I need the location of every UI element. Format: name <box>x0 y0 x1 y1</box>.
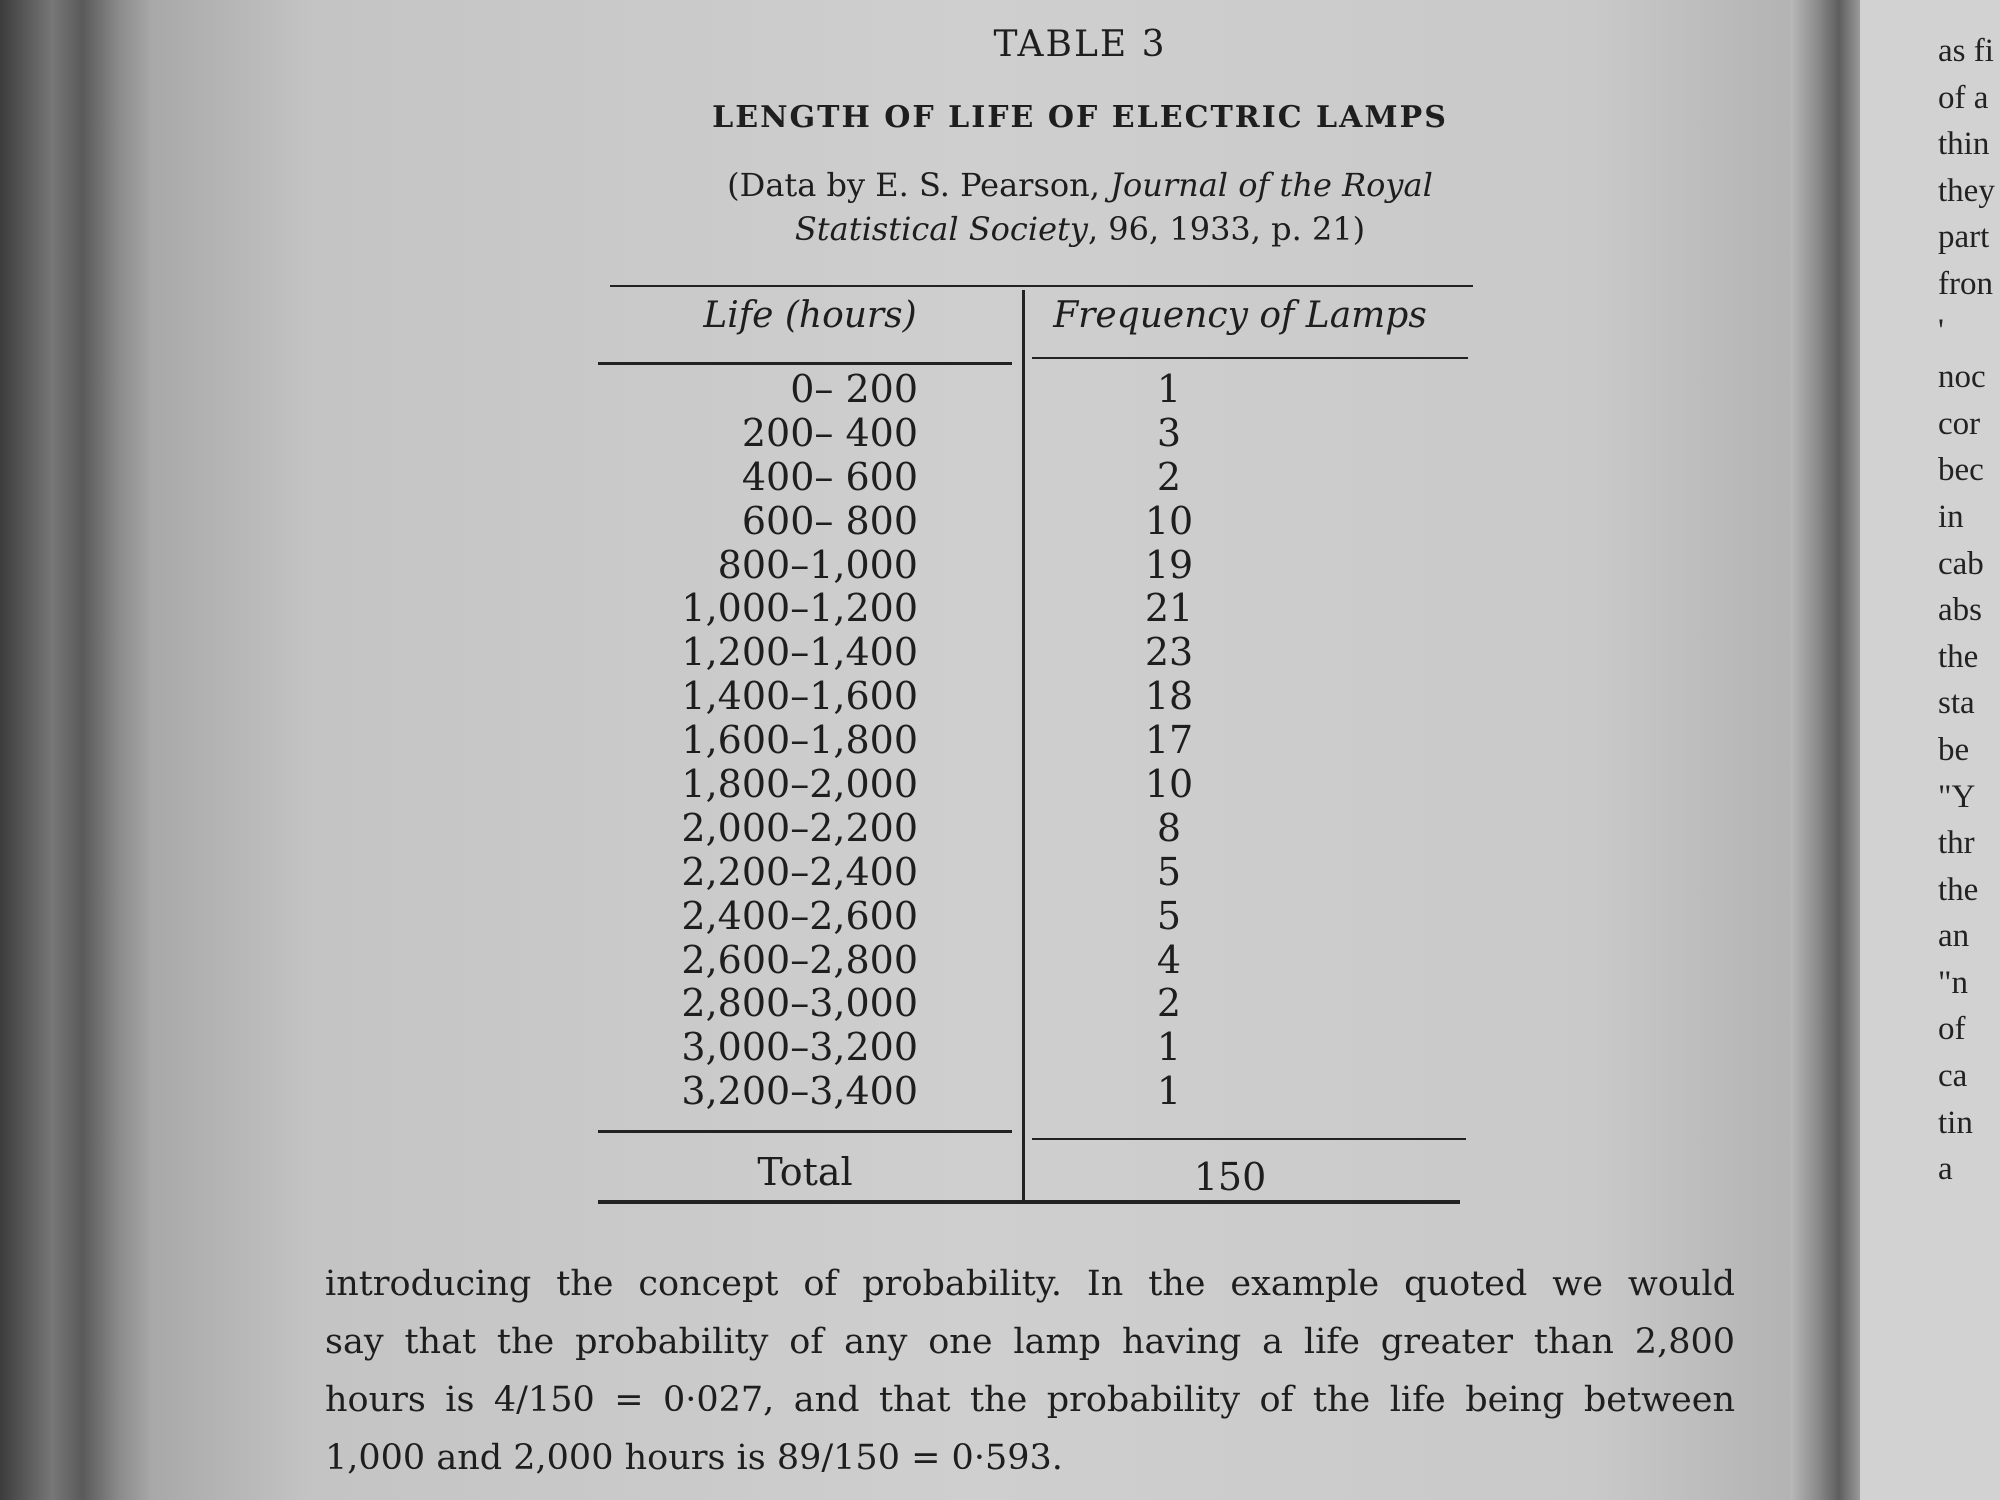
adjacent-page-line: ca <box>1938 1058 1968 1095</box>
source-journal-cont: Statistical Society <box>794 210 1088 248</box>
life-range-cell: 800–1,000 <box>717 542 918 587</box>
body-line: introducing the concept of probability. In the example quoted we would <box>325 1264 1735 1304</box>
life-range-cell: 200– 400 <box>741 410 918 455</box>
table-row <box>600 895 1330 939</box>
frequency-cell: 1 <box>1156 1025 1182 1070</box>
header-rule-right <box>1032 357 1468 359</box>
life-range-cell: 1,800–2,000 <box>681 762 918 807</box>
total-value: 150 <box>1193 1155 1267 1199</box>
frequency-cell: 3 <box>1156 410 1182 455</box>
table-top-rule <box>610 285 1473 287</box>
source-line-2 <box>580 207 1580 251</box>
frequency-cell: 2 <box>1156 981 1182 1026</box>
frequency-cell: 10 <box>1144 762 1194 807</box>
life-range-cell: 2,400–2,600 <box>681 893 918 938</box>
life-range-cell: 1,000–1,200 <box>681 586 918 631</box>
adjacent-page-line: a <box>1938 1151 1953 1188</box>
adjacent-page-line: thr <box>1938 825 1975 862</box>
frequency-cell: 17 <box>1144 718 1194 763</box>
adjacent-page-line: in <box>1938 498 1964 535</box>
frequency-cell: 2 <box>1156 454 1182 499</box>
frequency-cell: 1 <box>1156 367 1182 411</box>
table-row <box>600 763 1330 807</box>
adjacent-page-line: thin <box>1938 126 1990 163</box>
table-row <box>600 939 1330 983</box>
life-range-cell: 1,200–1,400 <box>681 630 918 675</box>
life-range-cell: 600– 800 <box>741 498 918 543</box>
table-body <box>600 368 1330 1114</box>
adjacent-page-text <box>1938 28 1995 1193</box>
body-paragraph <box>325 1255 1735 1487</box>
adjacent-page-line: the <box>1938 638 1979 675</box>
adjacent-page-line: as fi <box>1938 33 1994 69</box>
life-range-cell: 2,200–2,400 <box>681 849 918 894</box>
adjacent-page-line: fron <box>1938 265 1993 302</box>
table-row <box>600 631 1330 675</box>
table-row <box>600 675 1330 719</box>
life-range-cell: 3,200–3,400 <box>681 1069 918 1114</box>
life-range-cell: 2,800–3,000 <box>681 981 918 1026</box>
frequency-cell: 19 <box>1144 542 1194 587</box>
adjacent-page-line: "n <box>1938 964 1968 1001</box>
adjacent-page-line: cab <box>1938 545 1984 582</box>
table-row <box>600 544 1330 588</box>
table-row <box>600 982 1330 1026</box>
life-range-cell: 2,000–2,200 <box>681 805 918 850</box>
life-range-cell: 3,000–3,200 <box>681 1025 918 1070</box>
table-row <box>600 500 1330 544</box>
source-journal: Journal of the Royal <box>1110 166 1433 204</box>
header-rule-left <box>598 362 1012 365</box>
adjacent-page-line: part <box>1938 219 1990 256</box>
table-row <box>600 719 1330 763</box>
table-bottom-rule <box>598 1200 1460 1204</box>
page-fold <box>1790 0 1860 1500</box>
adjacent-page-line: "Y <box>1938 778 1976 815</box>
adjacent-page-line: bec <box>1938 452 1984 489</box>
life-range-cell: 1,600–1,800 <box>681 718 918 763</box>
adjacent-page-line: of <box>1938 1011 1966 1048</box>
adjacent-page-line: be <box>1938 731 1970 768</box>
frequency-cell: 5 <box>1156 893 1182 938</box>
source-suffix: , 96, 1933, p. 21) <box>1087 210 1366 248</box>
adjacent-page-line: abs <box>1938 592 1982 629</box>
adjacent-page-line: an <box>1938 918 1970 955</box>
body-line: say that the probability of any one lamp having a life greater than 2,800 <box>325 1322 1735 1362</box>
table-title: LENGTH OF LIFE OF ELECTRIC LAMPS <box>712 100 1448 135</box>
table-row <box>600 456 1330 500</box>
book-gutter <box>0 0 150 1500</box>
source-line-1 <box>580 163 1580 207</box>
table-label: TABLE 3 <box>993 24 1167 65</box>
table-row <box>600 587 1330 631</box>
life-range-cell: 2,600–2,800 <box>681 937 918 982</box>
adjacent-page-line: of a <box>1938 79 1989 116</box>
life-range-cell: 400– 600 <box>741 454 918 499</box>
table-row <box>600 1026 1330 1070</box>
frequency-cell: 10 <box>1144 498 1194 543</box>
total-rule-left <box>598 1130 1012 1133</box>
table-row <box>600 412 1330 456</box>
table-row <box>600 368 1330 412</box>
frequency-cell: 23 <box>1144 630 1194 675</box>
adjacent-page-line: the <box>1938 871 1979 908</box>
total-rule-right <box>1032 1138 1466 1140</box>
header-life: Life (hours) <box>703 295 917 336</box>
table-row <box>600 1070 1330 1114</box>
source-prefix: (Data by E. S. Pearson, <box>727 166 1111 204</box>
body-line: 1,000 and 2,000 hours is 89/150 = 0·593. <box>325 1438 1063 1478</box>
frequency-cell: 8 <box>1156 805 1182 850</box>
adjacent-page-line: ' <box>1938 312 1944 349</box>
life-range-cell: 1,400–1,600 <box>681 674 918 719</box>
frequency-cell: 1 <box>1156 1069 1182 1114</box>
adjacent-page-line: cor <box>1938 405 1981 442</box>
adjacent-page-line: they <box>1938 172 1995 209</box>
table-row <box>600 807 1330 851</box>
frequency-cell: 4 <box>1156 937 1182 982</box>
table-source <box>580 163 1580 251</box>
body-line: hours is 4/150 = 0·027, and that the probability of the life being between <box>325 1380 1735 1420</box>
header-frequency: Frequency of Lamps <box>1053 295 1427 336</box>
adjacent-page-line: tin <box>1938 1104 1973 1141</box>
table-row <box>600 851 1330 895</box>
frequency-cell: 5 <box>1156 849 1182 894</box>
frequency-cell: 18 <box>1144 674 1194 719</box>
life-range-cell: 0– 200 <box>790 367 918 411</box>
frequency-cell: 21 <box>1144 586 1194 631</box>
adjacent-page-line: sta <box>1938 685 1975 722</box>
adjacent-page-line: noc <box>1938 359 1986 396</box>
total-label: Total <box>757 1150 853 1194</box>
